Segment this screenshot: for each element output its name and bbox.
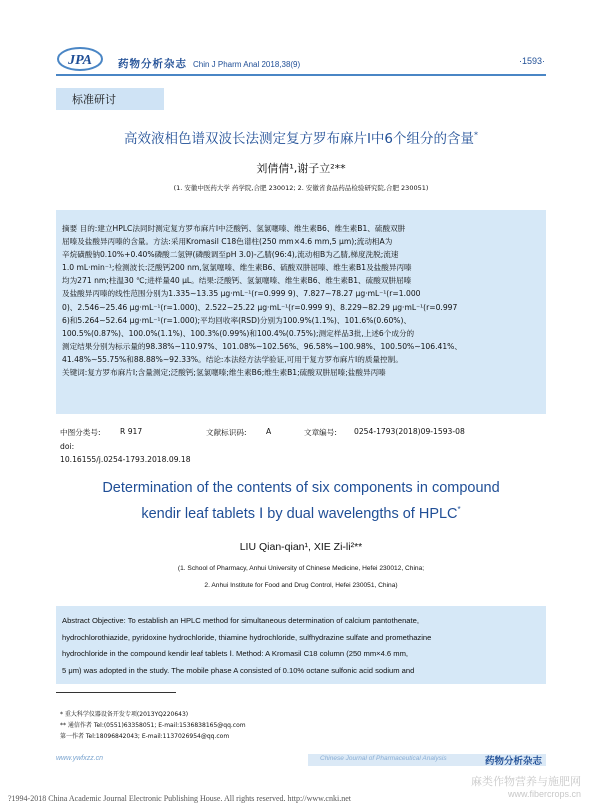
abstract-cn: [62, 222, 542, 379]
doi-value-line: [60, 455, 540, 467]
category-banner: [56, 88, 164, 110]
doi-label: doi:: [60, 442, 75, 451]
abstract-cn-line: 辛烷磺酸钠0.10%+0.40%磷酸二氢钾(磷酸调至pH 3.0)-乙腈(96:4),流动相B为乙腈,梯度洗脱;流速: [62, 250, 399, 260]
doi-value: 10.16155/j.0254-1793.2018.09.18: [60, 455, 191, 464]
abstract-cn-line: 摘要 目的:建立HPLC法同时测定复方罗布麻片Ⅰ中泛酸钙、氢氯噻嗪、维生素B6、维生素B1、硫酸双肼: [62, 224, 406, 233]
abstract-cn-line: 41.48%~55.75%和88.88%~92.33%。结论:本法经方法学验证,可用于复方罗布麻片Ⅰ的质量控制。: [62, 354, 403, 364]
footer-journal-en: Chinese Journal of Pharmaceutical Analysis: [320, 755, 447, 762]
footer-journal-cn: 药物分析杂志: [484, 756, 542, 767]
footnote-first-author: 第一作者 Tel:18096842043; E-mail:1137026954@qq.com: [60, 733, 230, 740]
doc-code-label: 文献标识码:: [206, 428, 247, 437]
footnote-rule: [56, 692, 176, 693]
title-en-footnote-mark: *: [457, 505, 461, 514]
journal-logo: [56, 44, 104, 74]
affiliation-en-line: (1. School of Pharmacy, Anhui University of Chinese Medicine, Hefei 230012, China;: [177, 565, 425, 572]
keywords-cn: 关键词:复方罗布麻片Ⅰ;含量测定;泛酸钙;氢氯噻嗪;维生素B6;维生素B1;硫酸双肼屈嗪;盐酸异丙嗪: [62, 368, 386, 378]
watermark-cn: 麻类作物营养与施肥网: [471, 775, 581, 788]
abstract-en-line: 5 μm) was adopted in the study. The mobile phase A consisted of 0.10% octane sulfonic acid sodium and: [62, 665, 415, 675]
journal-title-cn: 药物分析杂志: [118, 58, 187, 70]
abstract-cn-line: 6)和5.264~52.64 μg·mL⁻¹(r=1.000);平均回收率(RSD)分别为100.9%(1.1%)、101.6%(0.60%)、: [62, 315, 412, 325]
article-title-en-line: Determination of the contents of six components in compound: [102, 480, 500, 496]
abstract-cn-line: 及盐酸异丙嗪的线性范围分别为1.335~13.35 μg·mL⁻¹(r=0.999 9)、7.827~78.27 μg·mL⁻¹(r=1.000: [62, 289, 421, 299]
abstract-en-line: hydrochloride in the compound kendir leaf tablets Ⅰ. Method: A Kromasil C18 column (250 mm×4.6 mm,: [62, 649, 409, 658]
header-rule: [56, 74, 546, 76]
abstract-cn-line: 1.0 mL·min⁻¹;检测波长:泛酸钙200 nm,氢氯噻嗪、维生素B6、硫酸双肼屈嗪、维生素B1及盐酸异丙嗪: [62, 263, 412, 273]
footnotes: [60, 709, 246, 742]
abstract-cn-line: 屈嗪及盐酸异丙嗪的含量。方法:采用Kromasil C18色谱柱(250 mm×4.6 mm,5 μm);流动相A为: [62, 237, 393, 247]
abstract-cn-line: 100.5%(0.87%)、100.0%(1.1%)、100.3%(0.99%)和100.4%(0.75%);测定样品3批,上述6个成分的: [62, 328, 415, 338]
affiliation-en-line: 2. Anhui Institute for Food and Drug Control, Hefei 230051, China): [204, 582, 398, 589]
authors-cn: 刘倩倩¹,谢子立²**: [256, 162, 346, 175]
category-label: 标准研讨: [72, 93, 116, 106]
journal-title-en: Chin J Pharm Anal 2018,38(9): [193, 60, 301, 69]
doi-line: [60, 442, 540, 454]
abstract-en-line: Abstract Objective: To establish an HPLC method for simultaneous determination of calcium pantothenate,: [62, 616, 419, 625]
article-title-cn-text: 高效液相色谱双波长法测定复方罗布麻片Ⅰ中6个组分的含量: [123, 131, 475, 147]
watermark-en: www.fibercrops.cn: [507, 789, 581, 799]
article-title-cn: [56, 127, 546, 147]
page-number: ·1593·: [518, 56, 545, 66]
abstract-en: [62, 613, 542, 679]
journal-url: www.ywfxzz.cn: [56, 755, 104, 762]
footer-band: [308, 754, 546, 766]
doc-code-value: A: [266, 427, 272, 436]
journal-title: [118, 56, 300, 71]
footnote-corresponding: ** 通信作者 Tel:(0551)63358051; E-mail:1536838165@qq.com: [60, 722, 246, 729]
clc-value: R 917: [120, 427, 143, 436]
copyright-line: ?1994-2018 China Academic Journal Electronic Publishing House. All rights reserved. http://www.cnki.net: [8, 794, 351, 803]
article-title-en-line: kendir leaf tablets Ⅰ by dual wavelengths of HPLC: [141, 505, 458, 522]
footnote-funding: * 重大科学仪器设备开发专项(2013YQ220643): [60, 711, 189, 718]
title-cn-footnote-mark: *: [474, 130, 479, 140]
page-footer: [56, 752, 546, 768]
article-no-value: 0254-1793(2018)09-1593-08: [354, 427, 465, 436]
authors-en: LIU Qian-qian¹, XIE Zi-li²**: [239, 541, 363, 553]
article-no-label: 文章编号:: [304, 428, 337, 437]
classification-line: [60, 427, 540, 439]
clc-label: 中图分类号:: [60, 428, 101, 437]
abstract-en-line: hydrochlorothiazide, pyridoxine hydrochloride, thiamine hydrochloride, sulfhydrazine sulfate and promethazine: [62, 632, 432, 642]
article-title-en: [56, 478, 546, 525]
affiliations-cn: (1. 安徽中医药大学 药学院,合肥 230012; 2. 安徽省食品药品检验研究院,合肥 230051): [173, 184, 429, 192]
logo-text: JPA: [68, 53, 92, 68]
affiliations-en: [56, 560, 546, 594]
abstract-cn-line: 均为271 nm;柱温30 ℃;进样量40 μL。结果:泛酸钙、氢氯噻嗪、维生素B6、维生素B1、硫酸双肼屈嗪: [62, 276, 412, 286]
abstract-cn-line: 0)、2.546~25.46 μg·mL⁻¹(r=1.000)、2.522~25.22 μg·mL⁻¹(r=0.999 9)、8.229~82.29 μg·mL⁻¹(r=0.997: [62, 302, 458, 312]
abstract-cn-line: 测定结果分别为标示量的98.38%~110.97%、101.08%~102.56%、96.58%~100.98%、100.50%~106.41%、: [62, 341, 462, 351]
